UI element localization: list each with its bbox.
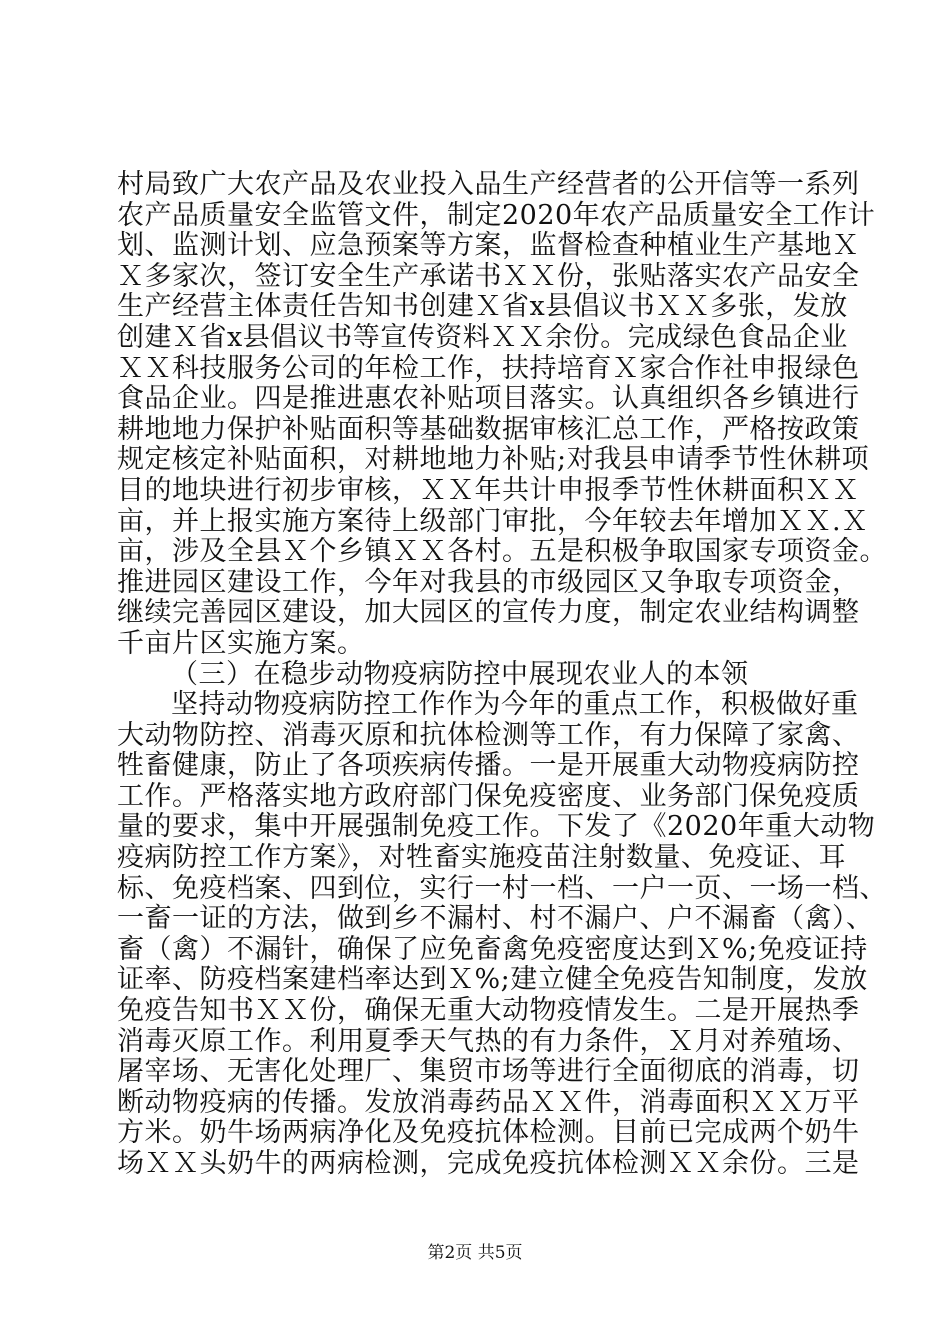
- paragraph-line: 免疫告知书ＸＸ份，确保无重大动物疫情发生。二是开展热季: [117, 995, 860, 1027]
- paragraph-line: 规定核定补贴面积，对耕地地力补贴;对我县申请季节性休耕项: [117, 444, 870, 476]
- paragraph-line: 一畜一证的方法，做到乡不漏村、村不漏户、户不漏畜（禽）、: [117, 903, 874, 935]
- paragraph-line: 方米。奶牛场两病净化及免疫抗体检测。目前已完成两个奶牛: [117, 1117, 860, 1149]
- paragraph-line: 食品企业。四是推进惠农补贴项目落实。认真组织各乡镇进行: [117, 383, 860, 415]
- paragraph-1: [117, 169, 887, 660]
- page-footer: [0, 1243, 950, 1263]
- paragraph-line: 断动物疫病的传播。发放消毒药品ＸＸ件，消毒面积ＸＸ万平: [117, 1086, 860, 1118]
- document-body: [117, 169, 887, 1180]
- section-heading: （三）在稳步动物疫病防控中展现农业人的本领: [171, 658, 749, 690]
- paragraph-line: 千亩片区实施方案。: [117, 627, 365, 659]
- paragraph-line: 亩，并上报实施方案待上级部门审批，今年较去年增加ＸＸ.Ｘ: [117, 505, 869, 537]
- paragraph-line: 畜（禽）不漏针，确保了应免畜禽免疫密度达到Ｘ%;免疫证持: [117, 933, 868, 965]
- paragraph-line: 工作。严格落实地方政府部门保免疫密度、业务部门保免疫质: [117, 780, 860, 812]
- paragraph-line: 消毒灭原工作。利用夏季天气热的有力条件，Ｘ月对养殖场、: [117, 1025, 860, 1057]
- paragraph-line: 标、免疫档案、四到位，实行一村一档、一户一页、一场一档、: [117, 872, 887, 904]
- paragraph-line: ＸＸ科技服务公司的年检工作，扶持培育Ｘ家合作社申报绿色: [117, 352, 860, 384]
- page-indicator: 第2页 共5页: [427, 1243, 523, 1263]
- paragraph-line: 划、监测计划、应急预案等方案，监督检查种植业生产基地Ｘ: [117, 230, 860, 262]
- paragraph-line: 创建Ｘ省x县倡议书等宣传资料ＸＸ余份。完成绿色食品企业: [117, 321, 848, 353]
- paragraph-line: Ｘ多家次，签订安全生产承诺书ＸＸ份，张贴落实农产品安全: [117, 260, 860, 292]
- paragraph-line: 疫病防控工作方案》，对牲畜实施疫苗注射数量、免疫证、耳: [117, 842, 846, 874]
- paragraph-line: 亩，涉及全县Ｘ个乡镇ＸＸ各村。五是积极争取国家专项资金。: [117, 536, 887, 568]
- paragraph-line: 村局致广大农产品及农业投入品生产经营者的公开信等一系列: [117, 169, 860, 200]
- paragraph-line: 场ＸＸ头奶牛的两病检测，完成免疫抗体检测ＸＸ余份。三是: [117, 1148, 860, 1179]
- paragraph-line: 坚持动物疫病防控工作作为今年的重点工作，积极做好重: [171, 689, 859, 721]
- paragraph-line: 耕地地力保护补贴面积等基础数据审核汇总工作，严格按政策: [117, 413, 860, 445]
- paragraph-line: 屠宰场、无害化处理厂、集贸市场等进行全面彻底的消毒，切: [117, 1056, 860, 1088]
- paragraph-line: 继续完善园区建设，加大园区的宣传力度，制定农业结构调整: [117, 597, 860, 629]
- paragraph-line: 证率、防疫档案建档率达到Ｘ%;建立健全免疫告知制度，发放: [117, 964, 868, 996]
- paragraph-line: 目的地块进行初步审核，ＸＸ年共计申报季节性休耕面积ＸＸ: [117, 474, 860, 506]
- paragraph-line: 农产品质量安全监管文件，制定2020年农产品质量安全工作计: [117, 199, 876, 231]
- paragraph-line: 生产经营主体责任告知书创建Ｘ省x县倡议书ＸＸ多张，发放: [117, 291, 848, 323]
- paragraph-2: [117, 689, 887, 1180]
- paragraph-line: 牲畜健康，防止了各项疾病传播。一是开展重大动物疫病防控: [117, 750, 860, 782]
- paragraph-line: 推进园区建设工作，今年对我县的市级园区又争取专项资金，: [117, 566, 860, 598]
- paragraph-line: 大动物防控、消毒灭原和抗体检测等工作，有力保障了家禽、: [117, 719, 860, 751]
- paragraph-line: 量的要求，集中开展强制免疫工作。下发了《2020年重大动物: [117, 811, 876, 843]
